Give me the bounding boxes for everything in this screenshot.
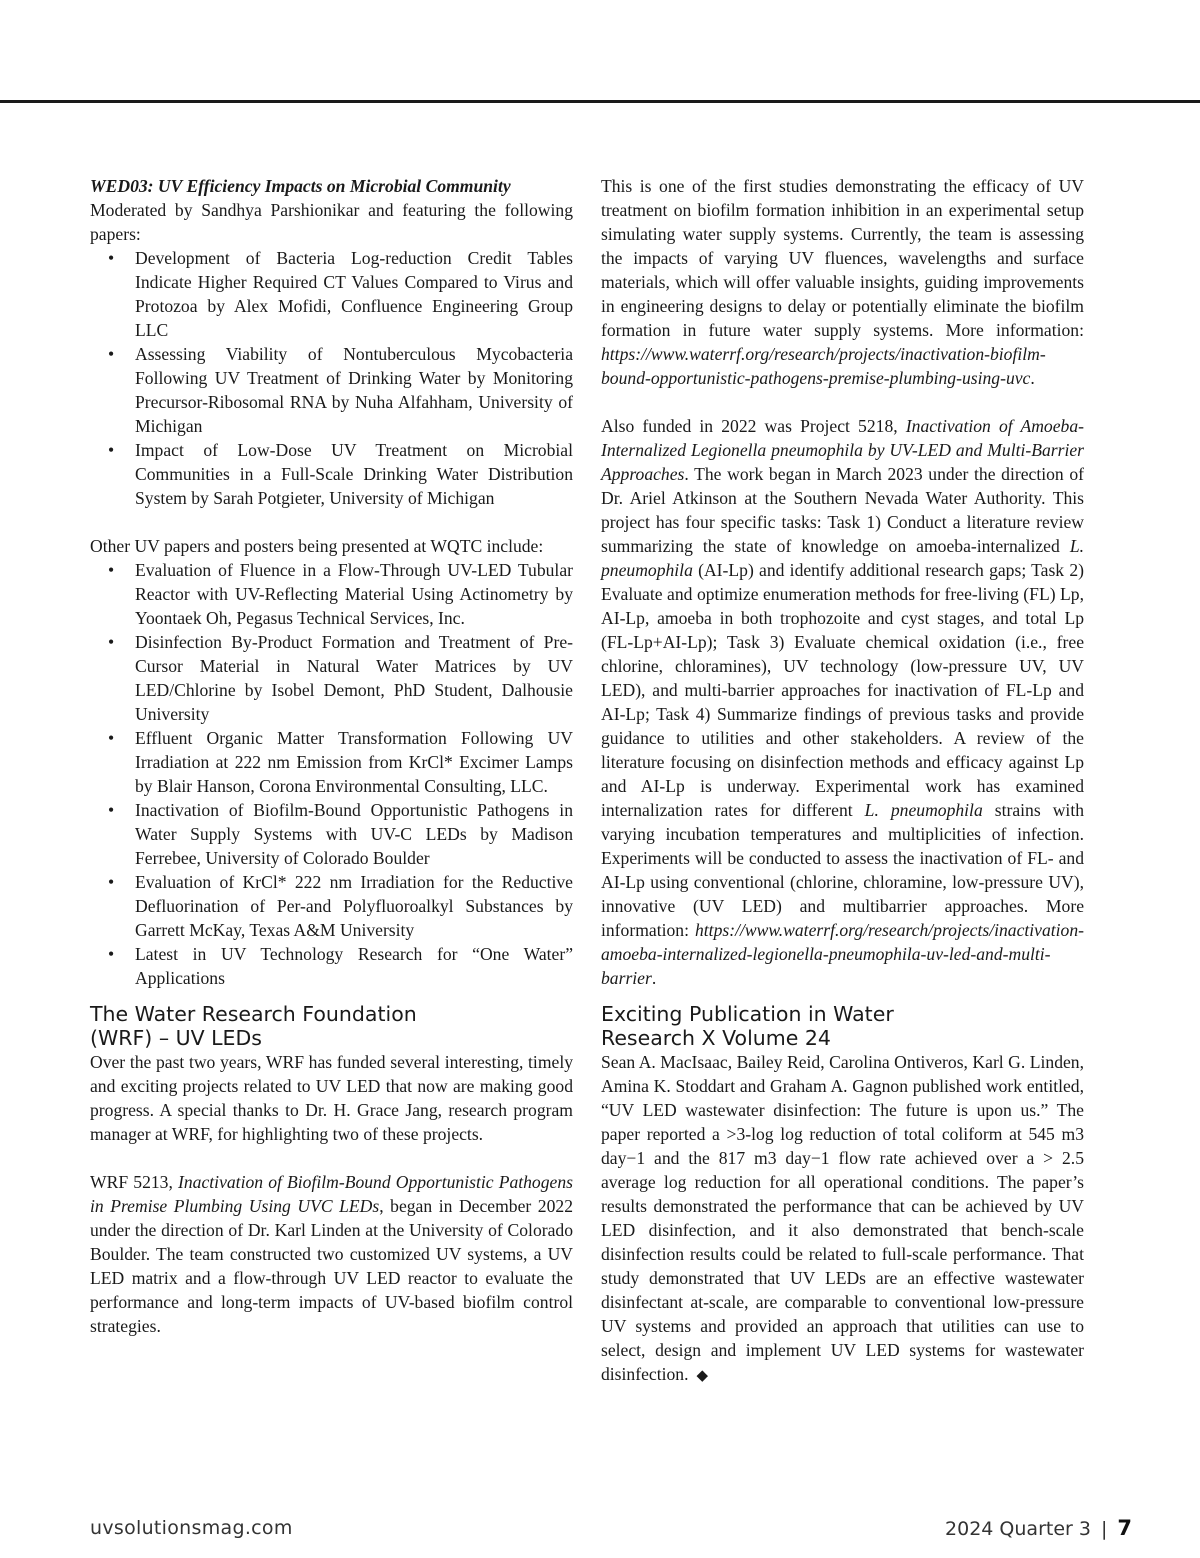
list-item: • Impact of Low-Dose UV Treatment on Microbial Communities in a Full-Scale Drinking Water Distribution System by Sarah Potgieter, University of Michigan — [90, 438, 573, 510]
project-5218-title: Inactivation of Amoeba-Internalized Legionella pneumophila by UV-LED and Multi-Barrier Approaches — [601, 416, 1084, 484]
publication-heading-line1: Exciting Publication in Water — [601, 1002, 894, 1026]
footer-separator: | — [1100, 1518, 1108, 1540]
other-papers-list — [90, 558, 573, 990]
project-5218-intro: Also funded in 2022 was Project 5218, — [601, 416, 906, 436]
publication-text: Sean A. MacIsaac, Bailey Reid, Carolina Ontiveros, Karl G. Linden, Amina K. Stoddart and Graham A. Gagnon published work entitled, “UV LED wastewater disinfection: The future is upon us.” The paper reported a >3-log log reduction of total coliform at 545 m3 day−1 and the 817 m3 day−1 flow rate achieved over a > 2.5 average log reduction for all operational conditions. The paper’s results demonstrated the performance that can be achieved by UV LED disinfection, and it also demonstrated that bench-scale disinfection results could be related to full-scale performance. That study demonstrated that UV LEDs are an effective wastewater disinfectant at-scale, are comparable to conventional low-pressure UV systems and provided an approach that utilities can use to select, design and implement UV LED systems for wastewater disinfection. — [601, 1052, 1084, 1384]
moderator-text: Moderated by Sandhya Parshionikar and featuring the following papers: — [90, 200, 573, 244]
right-column — [601, 174, 1084, 1388]
biofilm-study-paragraph — [601, 174, 1084, 390]
wrf5213-paragraph — [90, 1170, 573, 1338]
species-name: L. pneumophila — [864, 800, 983, 820]
list-item: • Effluent Organic Matter Transformation Following UV Irradiation at 222 nm Emission from KrCl* Excimer Lamps by Blair Hanson, Corona Environmental Consulting, LLC. — [90, 726, 573, 798]
period: . — [651, 968, 657, 988]
list-item: • Development of Bacteria Log-reduction Credit Tables Indicate Higher Required CT Values Compared to Virus and Protozoa by Alex Mofidi, Confluence Engineering Group LLC — [90, 246, 573, 342]
footer-issue: 2024 Quarter 3 — [945, 1518, 1091, 1540]
list-item: • Assessing Viability of Nontuberculous Mycobacteria Following UV Treatment of Drinking Water by Monitoring Precursor-Ribosomal RNA by Nuha Alfahham, University of Michigan — [90, 342, 573, 438]
publication-paragraph — [601, 1050, 1084, 1388]
project-5218-body-2: (AI-Lp) and identify additional research gaps; Task 2) Evaluate and optimize enumeration methods for free-living (FL) Lp, AI-Lp, amoeba in both trophozoite and cyst stages, and total Lp (FL-Lp+AI-Lp); Task 3) Evaluate chemical oxidation (i.e., free chlorine, chloramines), UV technology (low-pressure UV, UV LED), and multi-barrier approaches for inactivation of FL-Lp and AI-Lp; Task 4) Summarize findings of previous tasks and provide guidance to utilities and other stakeholders. A review of the literature focusing on disinfection methods and efficacy against Lp and AI-Lp is underway. Experimental work has examined internalization rates for different — [601, 560, 1084, 820]
list-item: • Disinfection By-Product Formation and Treatment of Pre-Cursor Material in Natural Water Matrices by UV LED/Chlorine by Isobel Demont, PhD Student, Dalhousie University — [90, 630, 573, 726]
biofilm-study-text: This is one of the first studies demonstrating the efficacy of UV treatment on biofilm formation inhibition in an experimental setup simulating water supply systems. Currently, the team is assessing the impacts of varying UV fluences, wavelengths and surface materials, which will offer valuable insights, guiding improvements in engineering designs to delay or potentially eliminate the biofilm formation in future water supply systems. More information: — [601, 176, 1084, 340]
wrf5213-prefix: WRF 5213, — [90, 1172, 179, 1192]
wrf-intro-paragraph: Over the past two years, WRF has funded several interesting, timely and exciting projects related to UV LED that now are making good progress. A special thanks to Dr. H. Grace Jang, research program manager at WRF, for highlighting two of these projects. — [90, 1052, 573, 1144]
footer-website: uvsolutionsmag.com — [90, 1517, 293, 1539]
project-5218-body-1: . The work began in March 2023 under the direction of Dr. Ariel Atkinson at the Southern Nevada Water Authority. This project has four specific tasks: Task 1) Conduct a literature review summarizing the state of knowledge on amoeba-internalized — [601, 464, 1084, 556]
list-item: • Evaluation of KrCl* 222 nm Irradiation for the Reductive Defluorination of Per-and Polyfluoroalkyl Substances by Garrett McKay, Texas A&M University — [90, 870, 573, 942]
publication-heading — [601, 1002, 1084, 1050]
wrf-heading-line1: The Water Research Foundation — [90, 1002, 417, 1026]
wrf5213-body: , began in December 2022 under the direction of Dr. Karl Linden at the University of Colorado Boulder. The team constructed two customized UV systems, a UV LED matrix and a flow-through UV LED reactor to evaluate the performance and long-term impacts of UV-based biofilm control strategies. — [90, 1196, 573, 1336]
biofilm-project-link[interactable]: https://www.waterrf.org/research/projects/inactivation-biofilm-bound-opportunistic-pathogens-premise-plumbing-using-uvc — [601, 344, 1046, 388]
session-papers-list — [90, 246, 573, 510]
footer-issue-info — [945, 1516, 1132, 1541]
project-5218-paragraph — [601, 414, 1084, 990]
wrf-heading-line2: (WRF) – UV LEDs — [90, 1026, 262, 1050]
amoeba-project-link[interactable]: https://www.waterrf.org/research/projects/inactivation-amoeba-internalized-legionella-pneumophila-uv-led-and-multi-barrier — [601, 920, 1084, 988]
left-column — [90, 174, 573, 1338]
page-number: 7 — [1117, 1516, 1132, 1540]
list-item: • Evaluation of Fluence in a Flow-Through UV-LED Tubular Reactor with UV-Reflecting Material Using Actinometry by Yoontaek Oh, Pegasus Technical Services, Inc. — [90, 558, 573, 630]
session-title: WED03: UV Efficiency Impacts on Microbial Community — [90, 176, 511, 196]
period: . — [1030, 368, 1035, 388]
list-item: • Inactivation of Biofilm-Bound Opportunistic Pathogens in Water Supply Systems with UV-C LEDs by Madison Ferrebee, University of Colorado Boulder — [90, 798, 573, 870]
project-5218-body-3: strains with varying incubation temperatures and multiplicities of infection. Experiments will be conducted to assess the inactivation of FL- and AI-Lp using conventional (chlorine, chloramine, low-pressure UV), innovative (UV LED) and multibarrier approaches. More information: — [601, 800, 1085, 940]
diamond-end-icon: ◆ — [696, 1368, 709, 1384]
species-name: L. pneumophila — [601, 536, 1084, 580]
header-rule — [0, 100, 1200, 103]
other-papers-intro: Other UV papers and posters being presented at WQTC include: — [90, 536, 544, 556]
list-item: • Latest in UV Technology Research for “One Water” Applications — [90, 942, 573, 990]
wrf5213-title: Inactivation of Biofilm-Bound Opportunistic Pathogens in Premise Plumbing Using UVC LEDs — [90, 1172, 573, 1216]
publication-heading-line2: Research X Volume 24 — [601, 1026, 831, 1050]
wrf-heading — [90, 1002, 573, 1050]
